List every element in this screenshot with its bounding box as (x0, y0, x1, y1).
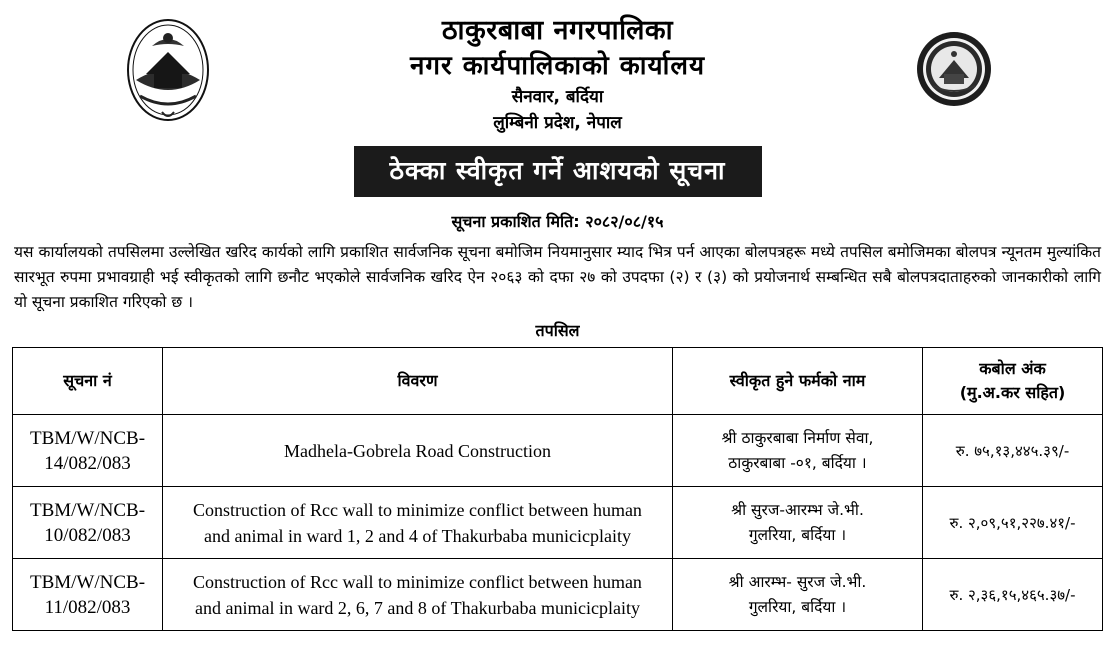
table-header-row (13, 348, 1103, 415)
organization-name: ठाकुरबाबा नगरपालिका (441, 15, 674, 46)
column-header-description: विवरण (163, 348, 673, 415)
notice-no-line2: 11/082/083 (44, 596, 131, 618)
notice-no-line1: TBM/W/NCB- (29, 499, 146, 521)
table-row (13, 559, 1103, 631)
notice-no-line2: 10/082/083 (44, 524, 131, 546)
description-line1: Construction of Rcc wall to minimize conflict between human (193, 571, 642, 592)
cell-bid-amount: रु. २,०९,५१,२२७.४१/- (923, 487, 1103, 559)
cell-description (163, 487, 673, 559)
nepal-national-emblem-icon (122, 16, 214, 124)
cell-firm-name (673, 559, 923, 631)
column-header-bid-amount (923, 348, 1103, 415)
notice-body-paragraph: यस कार्यालयको तपसिलमा उल्लेखित खरिद कार्यको लागि प्रकाशित सार्वजनिक सूचना बमोजिम नियमानुसार म्याद भित्र पर्न आएका बोलपत्रहरू मध्ये तपसिल बमोजिमका बोलपत्र न्यूनतम मुल्यांकित सारभूत रुपमा प्रभावग्राही भई स्वीकृतको लागि छनौट भएकोले सार्वजनिक खरिद ऐन २०६३ को दफा २७ को उपदफा (२) र (३) को प्रयोजनार्थ सम्बन्धित सबै बोलपत्रदाताहरुको जानकारीको लागि यो सूचना प्रकाशित गरिएको छ । (14, 243, 1101, 311)
cell-notice-no (13, 487, 163, 559)
office-province: लुम्बिनी प्रदेश, नेपाल (493, 113, 622, 133)
firm-name-line1: श्री आरम्भ- सुरज जे.भी. (728, 572, 867, 591)
notice-no-line2: 14/082/083 (44, 452, 131, 474)
description-line2: and animal in ward 1, 2 and 4 of Thakurbaba municicplaity (203, 525, 632, 546)
firm-name-line2: गुलरिया, बर्दिया । (748, 525, 847, 544)
publication-date: सूचना प्रकाशित मिति: २०८२/०८/१५ (451, 212, 664, 231)
table-row (13, 415, 1103, 487)
cell-notice-no (13, 559, 163, 631)
firm-name-line1: श्री ठाकुरबाबा निर्माण सेवा, (721, 428, 874, 447)
table-row (13, 487, 1103, 559)
cell-firm-name (673, 487, 923, 559)
cell-bid-amount: रु. ७५,१३,४४५.३९/- (923, 415, 1103, 487)
column-header-notice-no: सूचना नं (13, 348, 163, 415)
column-header-bid-amount-line1: कबोल अंक (979, 359, 1046, 378)
schedule-heading: तपसिल (535, 321, 580, 340)
office-name: नगर कार्यपालिकाको कार्यालय (409, 51, 706, 81)
cell-description (163, 415, 673, 487)
notice-title-banner-wrap (12, 146, 1103, 197)
notice-no-line1: TBM/W/NCB- (29, 571, 146, 593)
description-line1: Madhela-Gobrela Road Construction (284, 440, 551, 461)
notice-no-line1: TBM/W/NCB- (29, 427, 146, 449)
office-address: सैनवार, बर्दिया (511, 87, 604, 107)
description-line1: Construction of Rcc wall to minimize conflict between human (193, 499, 642, 520)
thakurbaba-municipality-seal-icon (915, 30, 993, 108)
column-header-bid-amount-line2: (मु.अ.कर सहित) (959, 383, 1066, 402)
firm-name-line2: ठाकुरबाबा -०१, बर्दिया । (728, 453, 867, 472)
column-header-firm-name: स्वीकृत हुने फर्मको नाम (673, 348, 923, 415)
notice-title-banner: ठेक्का स्वीकृत गर्ने आशयको सूचना (354, 146, 762, 197)
firm-name-line1: श्री सुरज-आरम्भ जे.भी. (731, 500, 864, 519)
cell-description (163, 559, 673, 631)
bid-acceptance-table (12, 347, 1103, 631)
cell-bid-amount: रु. २,३६,१५,४६५.३७/- (923, 559, 1103, 631)
cell-notice-no (13, 415, 163, 487)
description-line2: and animal in ward 2, 6, 7 and 8 of Thakurbaba municicplaity (194, 597, 641, 618)
cell-firm-name (673, 415, 923, 487)
document-header (12, 8, 1103, 136)
firm-name-line2: गुलरिया, बर्दिया । (748, 597, 847, 616)
